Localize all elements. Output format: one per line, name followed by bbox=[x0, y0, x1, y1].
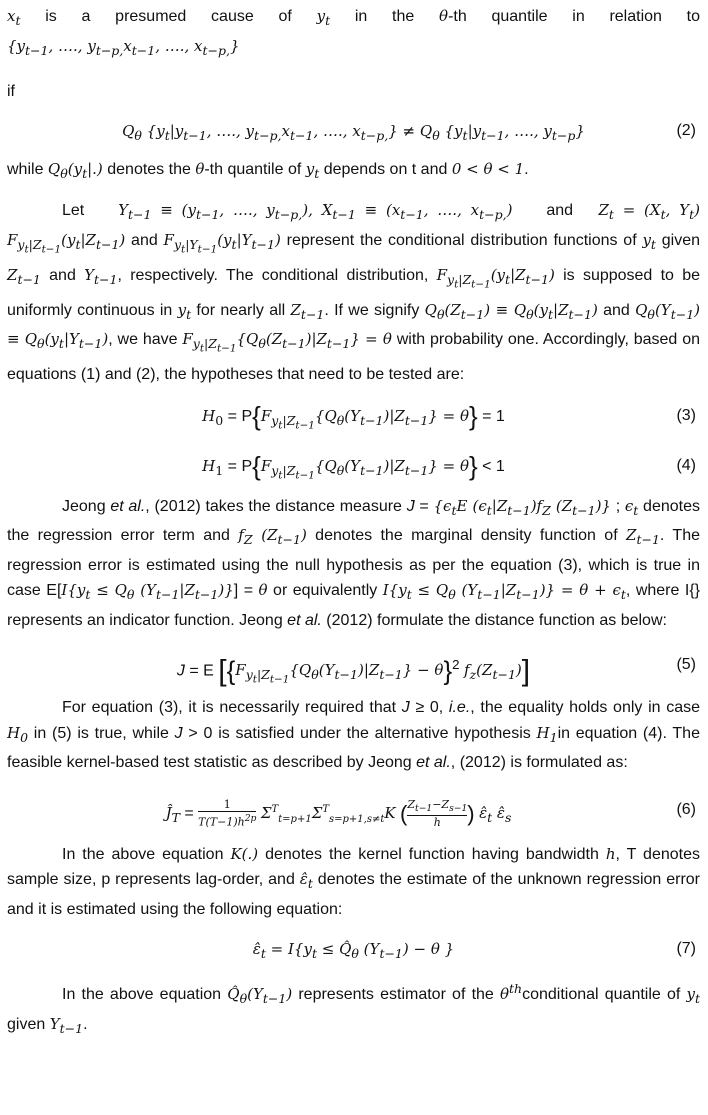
equation-2-number: (2) bbox=[676, 121, 696, 139]
equation-3-formula: $H_0 = P\{F_{y_t|Z_{t-1}}\{Q_\theta(Y_{t-1})|Z_{t-1}\} = \theta\} = 1$ bbox=[202, 400, 505, 431]
equation-7-number: (7) bbox=[676, 940, 696, 957]
intro-paragraph: $x_t$ is a presumed cause of $y_t$ in the θ-th quantile in relation to bbox=[7, 7, 701, 28]
for-equation-paragraph: For equation (3), it is necessarily required that J ≥ 0, i.e., the equality holds only in case $H_0$ in (5) is true, while J > 0 is satisfied under the alternative hypothesis $H_1in$ equation (4). The feasible kernel-based test statistic as described by Jeong et al., (2012) is formulated as: bbox=[7, 699, 700, 771]
if-label: if bbox=[7, 83, 15, 100]
equation-4-number: (4) bbox=[676, 456, 696, 474]
equation-3-number: (3) bbox=[676, 406, 696, 424]
equation-4-formula: $H_1 = P\{F_{y_t|Z_{t-1}}\{Q_\theta(Y_{t-1})|Z_{t-1}\} = \theta\} < 1$ bbox=[202, 450, 505, 481]
let-paragraph: Let $Y_{t-1} \equiv (y_{t-1}$, …., $y_{t-p,}$), $X_{t-1} \equiv (x_{t-1}$, …., $x_{t-p,}$) and $Z_t = (X_t$, $Y_t$) $F_{y_t|Z_{t-1}}(y_t|Z_{t-1})$ and $F_{y_t|Y_{t-1}}(y_t|Y_{t-1})$ represent the conditional distribution functions of $y_t$ given $Z_{t-1}$ and $Y_{t-1}$, respectively. The conditional distribution, $F_{y_t|Z_{t-1}}(y_t|Z_{t-1})$ is supposed to be uniformly continuous in $y_t$ for nearly all $Z_{t-1}$. If we signify $Q_\theta(Z_{t-1}) \equiv Q_\theta(y_t|Z_{t-1})$ and $Q_\theta(Y_{t-1}) \equiv Q_\theta(y_t|Y_{t-1})$, we have $F_{y_t|Z_{t-1}}\{Q_\theta(Z_{t-1})|Z_{t-1}\} = \theta$ with probability one. Accordingly, based on equations (1) and (2), the hypotheses that need to be tested are: bbox=[7, 201, 701, 383]
equation-5-number: (5) bbox=[676, 656, 696, 673]
equation-5-formula: J = E [$\{F_{y_t|Z_{t-1}}\{Q_\theta(Y_{t-1})|Z_{t-1}\} - \theta\}^2$ $f_z(Z_{t-1})$] bbox=[176, 654, 531, 688]
equation-7-formula: $\varepsilon̂_t = I\{y_t$ ≤ $Q̂_\theta$ $(Y_{t-1}) - \theta$ } bbox=[252, 940, 455, 961]
final-paragraph: In the above equation $Q̂_\theta(Y_{t-1})$ represents estimator of the $\theta^{th}conditional$ quantile of $y_t$ given $Y_{t-1}$. bbox=[7, 981, 701, 1036]
equation-4 bbox=[7, 444, 700, 488]
intro-set: {$y_{t-1}$, …., $y_{t-p,}x_{t-1}$, …., $x_{t-p,}$} bbox=[7, 36, 240, 58]
equation-2 bbox=[7, 118, 700, 144]
equation-5 bbox=[7, 643, 700, 687]
while-paragraph: while $Q_\theta(y_t|.)$ denotes the θ-th quantile of $y_t$ depends on t and 0 < θ < 1. bbox=[7, 159, 529, 181]
equation-2-formula: $Q_\theta$ {$y_t|y_{t-1}$, …., $y_{t-p,}x_{t-1}$, …., $x_{t-p,}\} \ne Q_\theta$ {$y_t|y_{t-1}$, …., $y_{t-p}$} bbox=[122, 121, 585, 143]
jeong-paragraph: Jeong et al., (2012) takes the distance measure $J = \{\epsilon_tE$ $(\epsilon_t|Z_{t-1})f_Z$ $(Z_{t-1})$} ; $\epsilon_t$ denotes the regression error term and $f_Z$ $(Z_{t-1})$ denotes the marginal density function of $Z_{t-1}$. The regression error is estimated using the null hypothesis as per the equation (3), which is true in case $E[I\{y_t \le Q_\theta$ $(Y_{t-1}|Z_{t-1})\}] = \theta$ or equivalently $I\{y_t \le Q_\theta$ $(Y_{t-1}|Z_{t-1})\} = \theta + \epsilon_t$, where I{} represents an indicator function. Jeong et al. (2012) formulate the distance function as below: bbox=[7, 496, 701, 629]
kernel-paragraph: In the above equation K(.) denotes the kernel function having bandwidth h, T denotes sample size, p represents lag-order, and $\varepsilon̂_t$ denotes the estimate of the unknown regression error and it is estimated using the following equation: bbox=[7, 844, 700, 918]
equation-6-number: (6) bbox=[676, 800, 696, 818]
equation-3 bbox=[7, 394, 700, 438]
equation-7 bbox=[7, 936, 700, 962]
equation-6-formula: $Ĵ_T$ = $\frac{1}{T(T-1)h^{2p}}$ $\Sigma^T_{t=p+1}\Sigma^T_{s=p+1,s\ne t}K$ ( $\frac{Z_{t-1}-Z_{s-1}}{h}$ ) $\varepsilon̂_t$ $\varepsilon̂_s$ bbox=[165, 797, 512, 829]
equation-6 bbox=[7, 788, 700, 832]
